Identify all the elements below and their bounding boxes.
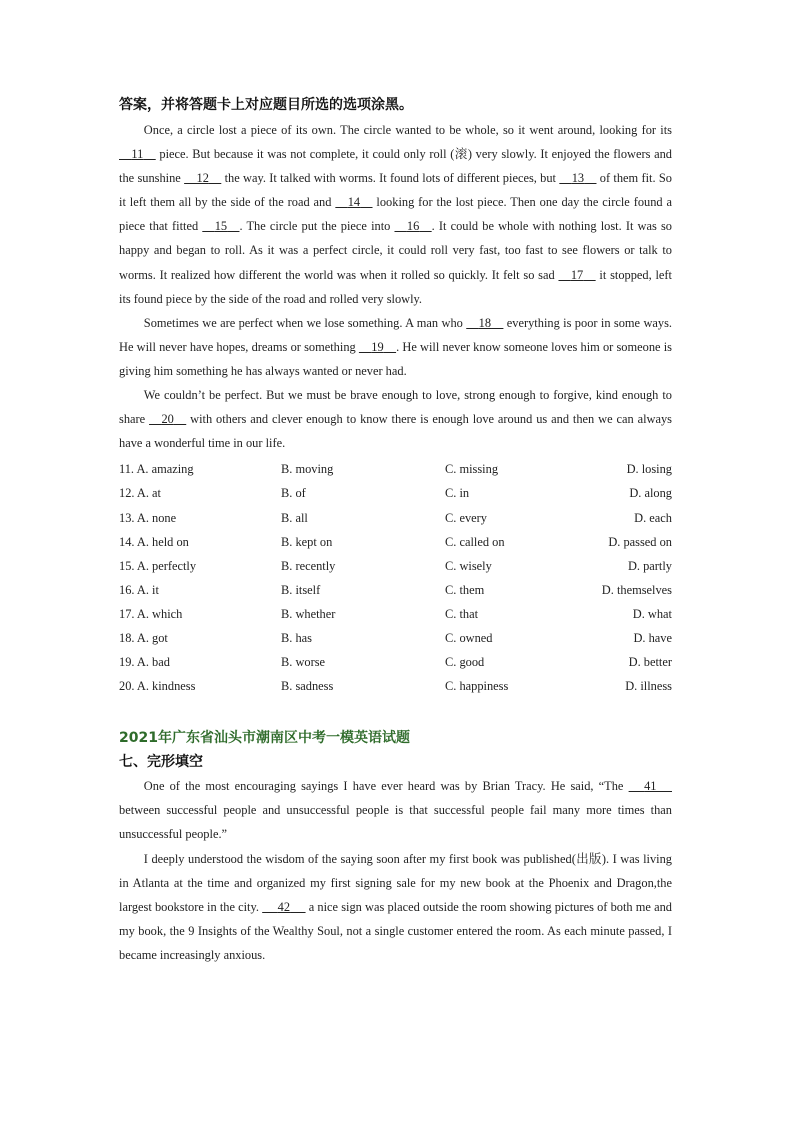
blank-42: 42 (277, 899, 291, 914)
option-d: D. what (632, 606, 672, 621)
option-row-16 (119, 578, 672, 602)
option-c: C. every (445, 510, 487, 525)
option-b: B. all (281, 510, 308, 525)
text-run: the way. It talked with worms. It found lots of different pieces, but (221, 171, 560, 186)
text-run: Once, a circle lost a piece of its own. The circle wanted to be whole, so it went around, looking for its (143, 123, 672, 137)
text-run: between successful people and unsuccessful people is that successful people fail many more times than unsuccessful people.” (119, 803, 672, 842)
blank-17: 17 (570, 267, 584, 282)
option-b: B. sadness (281, 679, 334, 694)
blank-20: 20 (161, 412, 174, 427)
blank-13: 13 (571, 171, 585, 186)
text-run: . It could be whole with nothing lost. It was so happy and began to roll. As it was a perfect circle, it could roll very fast, too fast to see flowers or talk to worms. It realized how different the world was when it rolled so quickly. It felt so sad (119, 219, 672, 282)
passage1-paragraph3 (119, 383, 672, 455)
text-run: One of the most encouraging sayings I have ever heard was by Brian Tracy. He said, “The (143, 779, 629, 794)
option-c: C. in (445, 486, 470, 501)
document-page (119, 92, 672, 967)
blank-18: 18 (478, 315, 492, 330)
option-a: 20. A. kindness (119, 679, 196, 694)
option-row-20 (119, 674, 672, 698)
passage1-paragraph2 (119, 311, 672, 383)
option-b: B. recently (281, 558, 336, 573)
option-b: B. of (281, 486, 306, 501)
option-row-14 (119, 530, 672, 554)
passage2-paragraph1 (119, 774, 672, 846)
option-d: D. passed on (608, 534, 672, 549)
text-run: with others and clever enough to know there is enough love around us and then we can always have a wonderful time in our life. (119, 412, 672, 451)
text-run: of them fit. So it left them all by the side of the road and (119, 171, 672, 210)
option-a: 19. A. bad (119, 655, 170, 670)
option-b: B. has (281, 630, 312, 645)
text-run: looking for the lost piece. Then one day the circle found a piece that fitted (119, 195, 673, 234)
passage2-paragraph2 (119, 847, 672, 967)
option-c: C. them (445, 582, 485, 597)
option-b: B. kept on (281, 534, 333, 549)
text-run: Sometimes we are perfect when we lose something. A man who (143, 315, 467, 330)
option-c: C. owned (445, 630, 493, 645)
option-d: D. better (628, 655, 672, 670)
passage1-paragraph1 (119, 118, 672, 311)
option-row-17 (119, 602, 672, 626)
option-b: B. worse (281, 655, 326, 670)
option-d: D. have (633, 630, 672, 645)
option-b: B. whether (281, 606, 336, 621)
option-b: B. moving (281, 462, 334, 477)
option-a: 14. A. held on (119, 534, 189, 549)
option-a: 13. A. none (119, 510, 177, 525)
exam-title: 2021年广东省汕头市潮南区中考一模英语试题 (119, 730, 410, 747)
option-a: 11. A. amazing (119, 462, 194, 477)
option-c: C. wisely (445, 558, 492, 573)
option-d: D. illness (625, 679, 672, 694)
option-row-18 (119, 626, 672, 650)
option-c: C. missing (445, 462, 499, 477)
text-run: it stopped, left its found piece by the side of the road and rolled very slowly. (119, 267, 672, 306)
option-d: D. partly (627, 558, 672, 573)
text-run: . The circle put the piece into (239, 219, 395, 234)
text-run: We couldn’t be perfect. But we must be brave enough to love, strong enough to forgive, kind enough to share (119, 388, 672, 427)
option-row-12 (119, 481, 672, 505)
option-row-13 (119, 506, 672, 530)
option-c: C. happiness (445, 679, 509, 694)
section-heading: 七、完形填空 (119, 754, 203, 771)
text-run: . He will never know someone loves him or someone is giving him something he has always wanted or never had. (119, 339, 672, 378)
option-a: 12. A. at (119, 486, 161, 501)
option-b: B. itself (281, 582, 321, 597)
option-row-11 (119, 457, 672, 481)
options-list (119, 457, 672, 698)
option-d: D. themselves (601, 582, 672, 597)
blank-12: 12 (196, 171, 209, 186)
text-run: everything is poor in some ways. He will never have hopes, dreams or something (119, 315, 673, 354)
blank-19: 19 (371, 339, 384, 354)
option-d: D. each (634, 510, 672, 525)
blank-14: 14 (347, 195, 361, 210)
option-a: 18. A. got (119, 630, 168, 645)
option-a: 16. A. it (119, 582, 159, 597)
option-d: D. losing (626, 462, 672, 477)
text-run: piece. But because it was not complete, it could only roll (滚) very slowly. It enjoyed the flowers and the sunshine (119, 147, 672, 186)
answer-instruction: 答案，并将答题卡上对应题目所选的选项涂黑。 (119, 97, 413, 113)
option-row-15 (119, 554, 672, 578)
option-c: C. called on (445, 534, 505, 549)
option-d: D. along (629, 486, 672, 501)
blank-15: 15 (214, 219, 228, 234)
blank-16: 16 (406, 219, 420, 234)
blank-11: 11 (131, 147, 144, 162)
option-c: C. good (445, 655, 485, 670)
option-row-19 (119, 650, 672, 674)
option-a: 15. A. perfectly (119, 558, 197, 573)
option-a: 17. A. which (119, 606, 183, 621)
option-c: C. that (445, 606, 479, 621)
text-run: I deeply understood the wisdom of the saying soon after my first book was published(出版). I was living in Atlanta at the time and organized my first signing sale for my new book at the Phoenix and Dragon,the largest bookstore in the city. (119, 851, 672, 914)
text-run: a nice sign was placed outside the room showing pictures of both me and my book, the 9 Insights of the Wealthy Soul, not a single customer entered the room. As each minute passed, I became increasingly anxious. (119, 899, 672, 962)
blank-41: 41 (644, 779, 657, 794)
